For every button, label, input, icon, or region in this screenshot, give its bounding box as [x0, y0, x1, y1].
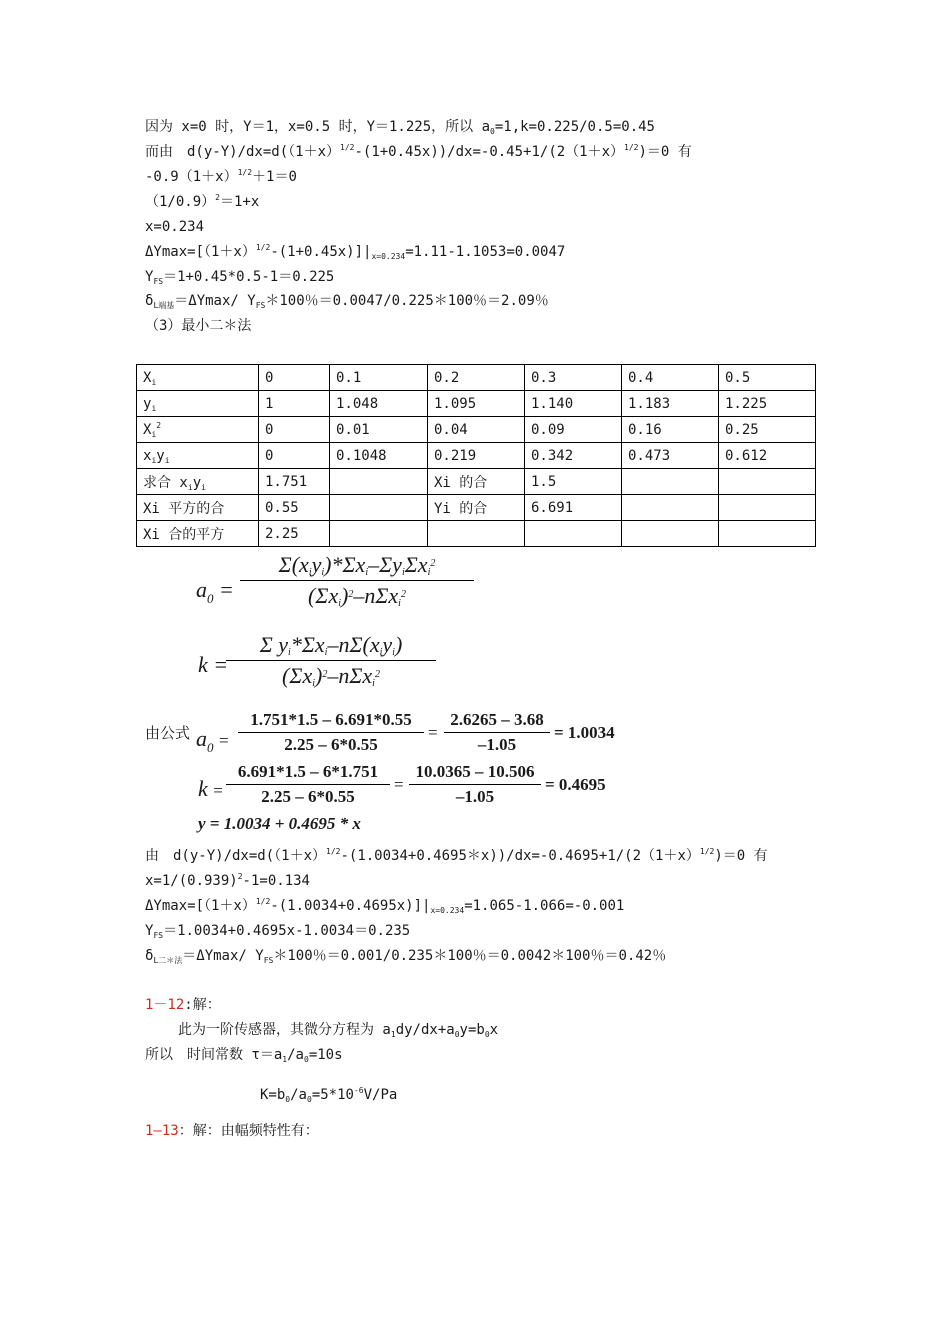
- table-cell: [428, 521, 525, 547]
- table-cell: 1.183: [622, 391, 719, 417]
- table-body: [137, 365, 816, 547]
- table-cell: 0.219: [428, 443, 525, 469]
- table-cell: Xi 合的平方: [137, 521, 259, 547]
- table-cell: 1.5: [525, 469, 622, 495]
- table-cell: 0.612: [719, 443, 816, 469]
- table-cell: Yi 的合: [428, 495, 525, 521]
- table-cell: 0.5: [719, 365, 816, 391]
- table-row: [137, 443, 816, 469]
- text-line-4: $(1/0.9)^2=1+x$: [145, 193, 260, 210]
- table-row: [137, 365, 816, 391]
- a0-calc-symbol: $a_0$ =: [196, 726, 229, 755]
- table-cell: [330, 495, 428, 521]
- table-cell: 0.55: [259, 495, 330, 521]
- table-cell: 0.473: [622, 443, 719, 469]
- problem-13-heading: 1—13：解：由幅频特性有：: [145, 1123, 319, 1139]
- table-cell: 1.048: [330, 391, 428, 417]
- text-line-13: $Y_{FS}=1.0034+0.4695x-1.0034=0.235$: [145, 923, 411, 940]
- table-cell: $x_iy_i$: [137, 443, 259, 469]
- text-line-1: 因为 x=0 时，Y＝1，x=0.5 时，Y＝1.225，所以 $a_0=1,k=0.225/0.5=0.45$: [145, 119, 655, 136]
- text-line-11: $x=1/(0.939)^2-1=0.134$: [145, 872, 310, 889]
- table-cell: 1.095: [428, 391, 525, 417]
- k-general-denominator: $(\Sigma x_i)^2-n\Sigma x_i^2$: [282, 663, 380, 689]
- problem-12-heading: 1－12:解：: [145, 997, 221, 1013]
- table-cell: 0.01: [330, 417, 428, 443]
- table-cell: $y_i$: [137, 391, 259, 417]
- a0-calc-fraction-2: 2.6265 – 3.68 –1.05: [444, 710, 550, 755]
- fit-line-equation: y = 1.0034 + 0.4695 * x: [198, 814, 361, 833]
- text-line-10: 由 $d(y-Y)/dx=d((1+x)^{1/2}-(1.0034+0.4695*x))/dx=-0.4695+1/(2(1+x)^{1/2})=0$ 有: [145, 847, 768, 864]
- table-cell: 0.342: [525, 443, 622, 469]
- k-calc-fraction-2: 10.0365 – 10.506 –1.05: [409, 762, 541, 807]
- table-cell: 1: [259, 391, 330, 417]
- table-cell: 1.225: [719, 391, 816, 417]
- table-cell: 0.09: [525, 417, 622, 443]
- table-cell: [719, 495, 816, 521]
- table-cell: 0.04: [428, 417, 525, 443]
- text-line-12: $\Delta Ymax=[(1+x)^{1/2}-(1.0034+0.4695x)]|_{x=0.234}=1.065-1.066=-0.001$: [145, 897, 625, 915]
- k-general-fraction: [226, 632, 436, 689]
- table-cell: 1.751: [259, 469, 330, 495]
- table-cell: [719, 521, 816, 547]
- text-line-14: $\delta_{L二*法}=\Delta Ymax/$ $Y_{FS}*100$％＝0.001/0.235＊100％＝0.0042＊100％＝0.42％: [145, 948, 667, 965]
- a0-symbol: $a_0$ =: [196, 577, 234, 606]
- table-cell: Xi 平方的合: [137, 495, 259, 521]
- k-symbol: k =: [198, 652, 229, 677]
- table-row: [137, 495, 816, 521]
- text-line-9: （3）最小二＊法: [145, 318, 252, 334]
- k-calc-symbol: k =: [198, 776, 223, 801]
- table-cell: 0.2: [428, 365, 525, 391]
- table-cell: 0.1: [330, 365, 428, 391]
- table-cell: [330, 521, 428, 547]
- table-row: [137, 521, 816, 547]
- problem-12-line-3: $K=b_0/a_0=5*10^{-6}V/Pa$: [260, 1086, 398, 1104]
- problem-12-line-2: 所以 时间常数 $\tau=a_1/a_0=10s$: [145, 1047, 343, 1064]
- problem-12-line-1: 此为一阶传感器，其微分方程为 $a_1dy/dx+a_0y=b_0x$: [178, 1022, 499, 1039]
- data-table: [136, 364, 816, 547]
- table-cell: 0.16: [622, 417, 719, 443]
- a0-result: = 1.0034: [554, 723, 615, 742]
- table-cell: 0.25: [719, 417, 816, 443]
- by-formula-label: 由公式: [145, 724, 191, 742]
- table-cell: 求合 $x_iy_i$: [137, 469, 259, 495]
- table-cell: $X_i^2$: [137, 417, 259, 443]
- table-cell: 2.25: [259, 521, 330, 547]
- text-line-6: $\Delta Ymax=[(1+x)^{1/2}-(1+0.45x)]|_{x=0.234}=1.11-1.1053=0.0047$: [145, 243, 566, 261]
- table-cell: [622, 521, 719, 547]
- table-cell: $X_i$: [137, 365, 259, 391]
- table-cell: [525, 521, 622, 547]
- k-calc-fraction: 6.691*1.5 – 6*1.751 2.25 – 6*0.55: [226, 762, 390, 807]
- table-cell: 1.140: [525, 391, 622, 417]
- a0-general-denominator: $(\Sigma x_i)^2-n\Sigma x_i^2$: [308, 583, 406, 609]
- a0-calc-fraction: 1.751*1.5 – 6.691*0.55 2.25 – 6*0.55: [238, 710, 424, 755]
- table-cell: 0: [259, 365, 330, 391]
- text-line-2: 而由 $d(y-Y)/dx=d((1+x)^{1/2}-(1+0.45x))/dx=-0.45+1/(2(1+x)^{1/2})=0$ 有: [145, 143, 692, 160]
- table-cell: 0: [259, 443, 330, 469]
- table-cell: 6.691: [525, 495, 622, 521]
- a0-general-numerator: $\Sigma(x_iy_i)*\Sigma x_i-\Sigma y_i\Sigma x_i^2$: [278, 552, 436, 578]
- table-cell: 0.3: [525, 365, 622, 391]
- text-line-8: $\delta_{L端基}=\Delta Ymax/$ $Y_{FS}*100$％＝0.0047/0.225＊100％＝2.09％: [145, 293, 549, 310]
- text-line-5: x=0.234: [145, 219, 205, 235]
- table-cell: [622, 469, 719, 495]
- a0-general-fraction: [240, 552, 474, 609]
- table-cell: [622, 495, 719, 521]
- table-cell: [330, 469, 428, 495]
- table-row: [137, 391, 816, 417]
- text-line-7: $Y_{FS}=1+0.45*0.5-1=0.225$: [145, 269, 335, 286]
- table-row: [137, 417, 816, 443]
- table-row: [137, 469, 816, 495]
- k-general-numerator: Σ $y_i*\Sigma x_i-n\Sigma(x_iy_i)$: [259, 632, 403, 658]
- table-cell: 0.4: [622, 365, 719, 391]
- table-cell: [719, 469, 816, 495]
- k-result: = 0.4695: [545, 775, 606, 794]
- table-cell: Xi 的合: [428, 469, 525, 495]
- text-line-3: $-0.9(1+x)^{1/2}+1=0$: [145, 168, 297, 185]
- table-cell: 0: [259, 417, 330, 443]
- table-cell: 0.1048: [330, 443, 428, 469]
